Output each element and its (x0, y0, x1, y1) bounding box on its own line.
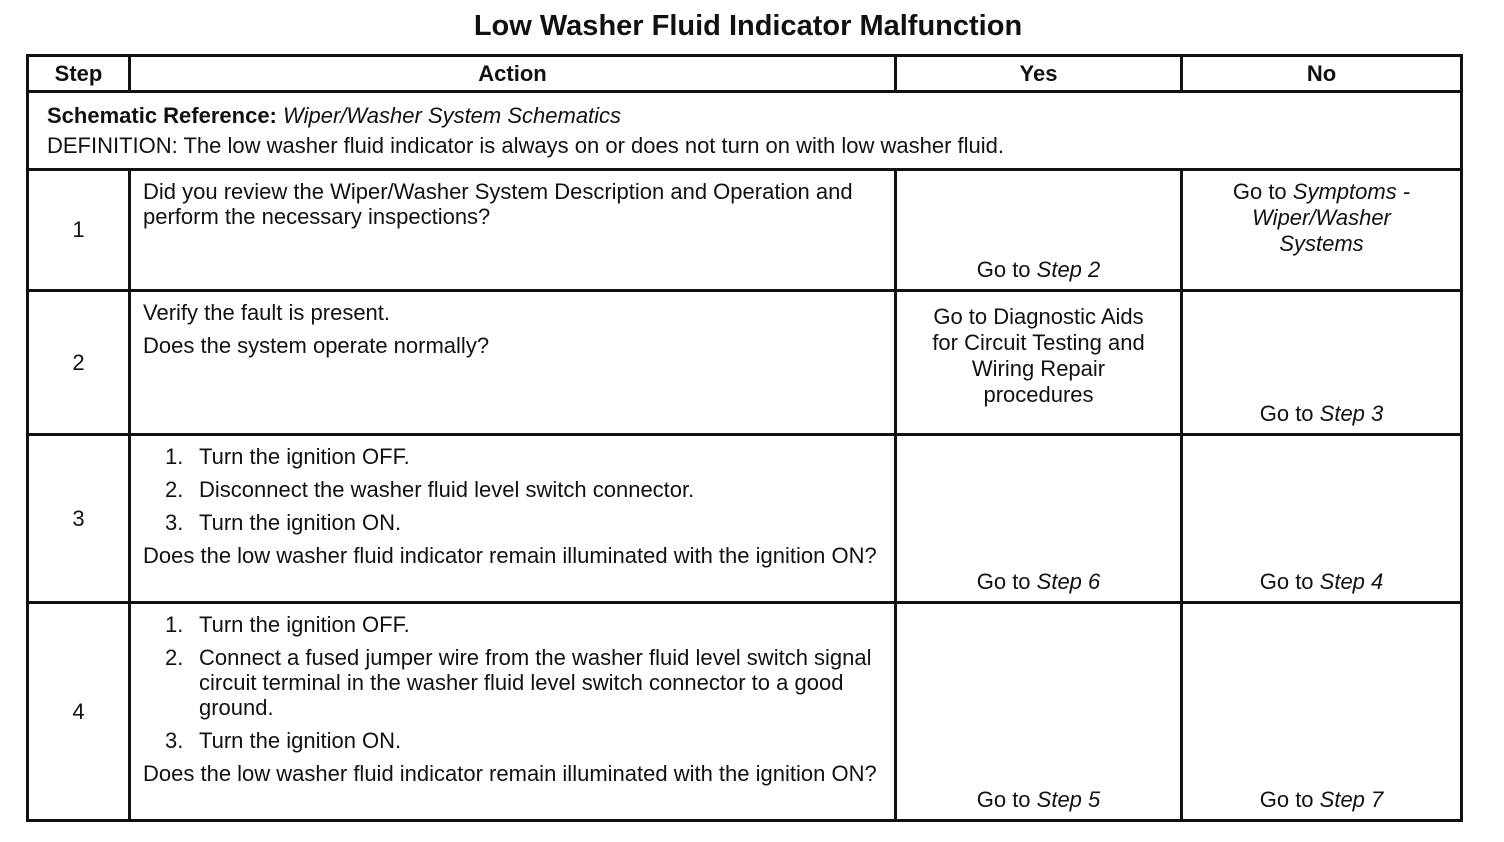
no-result (1183, 179, 1460, 257)
header-no: No (1182, 56, 1462, 92)
no-step-link[interactable]: Step 4 (1319, 569, 1384, 594)
list-item-text: Turn the ignition OFF. (199, 612, 410, 637)
action-text: Verify the fault is present. (143, 300, 391, 325)
yes-step-link[interactable]: Step 2 (1036, 257, 1101, 282)
action-cell (130, 291, 896, 435)
schematic-reference-link[interactable]: Wiper/Washer System Schematics (283, 103, 622, 128)
reference-row (28, 92, 1462, 170)
yes-prefix: Go to (976, 257, 1037, 282)
list-item-number: 2. (165, 645, 184, 670)
diagnostic-table (26, 54, 1463, 822)
header-action: Action (130, 56, 896, 92)
schematic-reference-label: Schematic Reference: (47, 103, 277, 128)
table-row (28, 291, 1462, 435)
list-item-text: Turn the ignition ON. (199, 728, 402, 753)
action-question: Does the low washer fluid indicator remain illuminated with the ignition ON? (143, 543, 877, 568)
list-item (165, 510, 880, 535)
header-row (28, 56, 1462, 92)
yes-cell (896, 603, 1182, 821)
no-result (1183, 401, 1460, 427)
header-yes: Yes (896, 56, 1182, 92)
schematic-reference (47, 101, 1446, 131)
no-cell (1182, 291, 1462, 435)
no-cell (1182, 170, 1462, 291)
yes-cell (896, 170, 1182, 291)
procedure-list (143, 444, 880, 535)
no-prefix: Go to (1259, 787, 1320, 812)
step-number: 4 (28, 603, 130, 821)
no-cell (1182, 603, 1462, 821)
reference-cell (28, 92, 1462, 170)
no-result (1183, 569, 1460, 595)
yes-result (897, 569, 1180, 595)
list-item-number: 2. (165, 477, 184, 502)
no-prefix: Go to (1259, 569, 1320, 594)
list-item (165, 645, 880, 720)
list-item-text: Turn the ignition ON. (199, 510, 402, 535)
page-title: Low Washer Fluid Indicator Malfunction (473, 10, 1023, 42)
list-item (165, 477, 880, 502)
list-item (165, 444, 880, 469)
yes-prefix: Go to (976, 787, 1037, 812)
yes-result (897, 257, 1180, 283)
action-question: Does the system operate normally? (143, 333, 490, 358)
action-question: Does the low washer fluid indicator remain illuminated with the ignition ON? (143, 761, 877, 786)
action-cell (130, 435, 896, 603)
action-text: Did you review the Wiper/Washer System Description and Operation and perform the necessary inspections? (143, 179, 853, 229)
header-step: Step (28, 56, 130, 92)
procedure-list (143, 612, 880, 753)
no-result (1183, 787, 1460, 813)
list-item-number: 1. (165, 444, 184, 469)
step-number: 1 (28, 170, 130, 291)
no-step-link[interactable]: Step 7 (1319, 787, 1384, 812)
no-step-link[interactable]: Symptoms - Wiper/Washer Systems (1252, 179, 1411, 256)
yes-result (897, 787, 1180, 813)
yes-cell (896, 291, 1182, 435)
list-item (165, 612, 880, 637)
no-prefix: Go to (1259, 401, 1320, 426)
table-row (28, 170, 1462, 291)
yes-step-link[interactable]: Step 5 (1036, 787, 1101, 812)
no-step-link[interactable]: Step 3 (1319, 401, 1384, 426)
yes-result: Go to Diagnostic Aids for Circuit Testing and Wiring Repair procedures (932, 304, 1145, 407)
action-cell (130, 603, 896, 821)
list-item-number: 1. (165, 612, 184, 637)
no-cell (1182, 435, 1462, 603)
action-cell (130, 170, 896, 291)
list-item-number: 3. (165, 728, 184, 753)
step-number: 2 (28, 291, 130, 435)
definition-text: DEFINITION: The low washer fluid indicator is always on or does not turn on with low washer fluid. (47, 133, 1004, 158)
list-item-number: 3. (165, 510, 184, 535)
no-prefix: Go to (1232, 179, 1293, 204)
list-item-text: Turn the ignition OFF. (199, 444, 410, 469)
list-item (165, 728, 880, 753)
list-item-text: Connect a fused jumper wire from the washer fluid level switch signal circuit terminal in the washer fluid level switch connector to a good ground. (199, 645, 872, 720)
yes-step-link[interactable]: Step 6 (1036, 569, 1101, 594)
table-row (28, 435, 1462, 603)
table-row (28, 603, 1462, 821)
yes-prefix: Go to (976, 569, 1037, 594)
yes-cell (896, 435, 1182, 603)
step-number: 3 (28, 435, 130, 603)
list-item-text: Disconnect the washer fluid level switch connector. (199, 477, 695, 502)
